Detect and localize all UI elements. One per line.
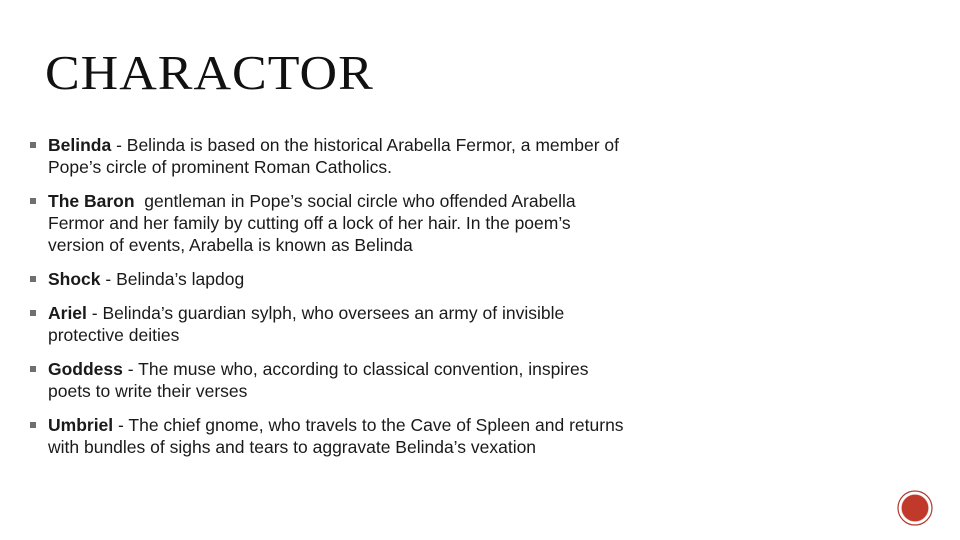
list-item-belinda — [30, 134, 630, 178]
item-text: The muse who, according to classical convention, inspires poets to write their verses — [48, 359, 589, 401]
item-separator: - — [100, 269, 117, 289]
item-term: Shock — [48, 269, 101, 289]
item-separator — [135, 191, 145, 211]
list-item-umbriel — [30, 414, 630, 458]
square-bullet-icon — [30, 422, 36, 428]
item-term: The Baron — [48, 191, 135, 211]
character-list — [30, 134, 630, 458]
item-separator: - — [122, 359, 139, 379]
list-item-shock — [30, 268, 630, 290]
item-separator: - — [86, 303, 103, 323]
list-item-the-baron — [30, 190, 630, 256]
item-text: Belinda’s lapdog — [116, 269, 245, 289]
square-bullet-icon — [30, 142, 36, 148]
square-bullet-icon — [30, 310, 36, 316]
item-separator: - — [113, 415, 129, 435]
item-text: The chief gnome, who travels to the Cave of Spleen and returns with bundles of sighs and tears to aggravate Belinda’s vexation — [48, 415, 624, 457]
square-bullet-icon — [30, 366, 36, 372]
item-text: Belinda is based on the historical Arabella Fermor, a member of Pope’s circle of prominent Roman Catholics. — [48, 135, 619, 177]
item-separator: - — [111, 135, 127, 155]
item-term: Ariel — [48, 303, 87, 323]
item-term: Goddess — [48, 359, 123, 379]
item-term: Umbriel — [48, 415, 114, 435]
square-bullet-icon — [30, 276, 36, 282]
item-text: Belinda’s guardian sylph, who oversees an army of invisible protective deities — [48, 303, 565, 345]
square-bullet-icon — [30, 198, 36, 204]
slide-number-circle-icon — [897, 490, 933, 526]
item-text: gentleman in Pope’s social circle who offended Arabella Fermor and her family by cutting off a lock of her hair. In the poem’s version of events, Arabella is known as Belinda — [48, 191, 576, 255]
item-term: Belinda — [48, 135, 112, 155]
list-item-goddess — [30, 358, 630, 402]
list-item-ariel — [30, 302, 630, 346]
slide-title: CHARACTOR — [45, 46, 374, 100]
